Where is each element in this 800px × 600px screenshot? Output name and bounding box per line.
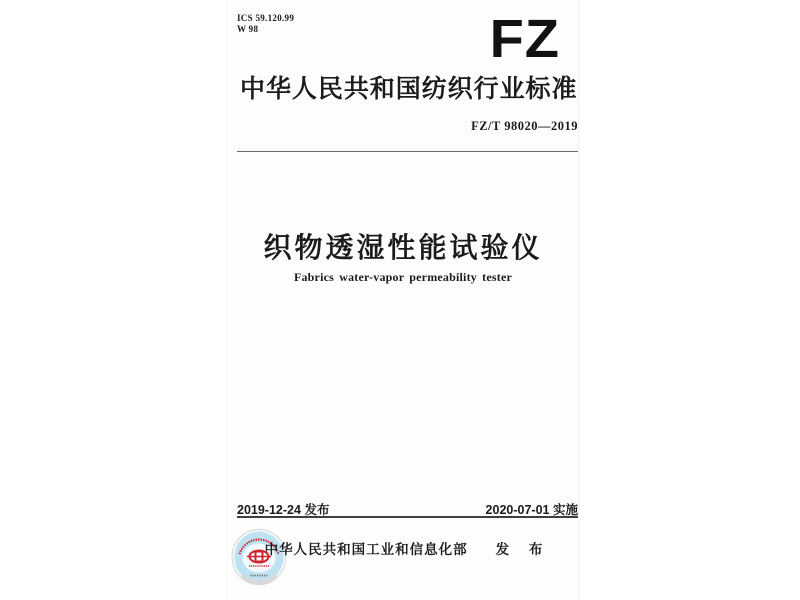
publish-action-label: 发 布 <box>495 542 551 557</box>
implement-label: 实施 <box>552 503 578 517</box>
header-divider-line <box>237 151 578 152</box>
fz-standard-logo: FZ <box>489 8 560 69</box>
footer-divider-line <box>237 516 578 518</box>
standard-number: FZ/T 98020—2019 <box>471 119 578 133</box>
category-code: W 98 <box>237 24 259 34</box>
issue-date: 2019-12-24 <box>237 503 301 517</box>
document-title-chinese: 织物透湿性能试验仪 <box>263 232 543 263</box>
ics-classification-block <box>237 13 294 35</box>
publisher-row <box>237 538 578 558</box>
publisher-name: 中华人民共和国工业和信息化部 <box>264 542 468 557</box>
document-title-english: Fabrics water-vapor permeability tester <box>293 270 513 284</box>
implement-date: 2020-07-01 <box>485 503 550 517</box>
issue-label: 发布 <box>304 503 330 517</box>
ics-code: ICS 59.120.99 <box>237 13 295 23</box>
standard-heading: 中华人民共和国纺织行业标准 <box>240 75 577 103</box>
